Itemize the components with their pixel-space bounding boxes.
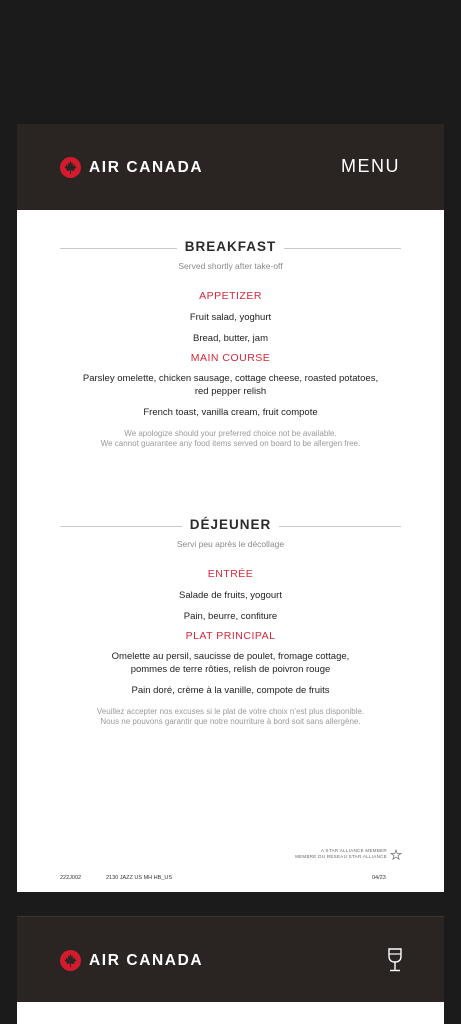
category-label: MAIN COURSE	[190, 352, 271, 364]
brand-name: AIR CANADA	[89, 158, 204, 176]
star-alliance-icon	[389, 849, 403, 861]
section-subtitle: Servi peu après le décollage	[176, 539, 285, 549]
air-canada-logo	[60, 157, 203, 178]
dejeuner-section	[17, 516, 444, 727]
menu-item: pommes de terre rôties, relish de poivron rouge	[130, 664, 331, 675]
menu-item: French toast, vanilla cream, fruit compote	[143, 407, 318, 418]
route-code: 2130 JAZZ US MH HB_US	[106, 875, 173, 881]
menu-item: red pepper relish	[194, 386, 267, 397]
menu-item: Salade de fruits, yogourt	[179, 590, 282, 601]
maple-leaf-icon	[60, 157, 81, 178]
category-label: APPETIZER	[199, 290, 262, 302]
menu-item: Omelette au persil, saucisse de poulet, fromage cottage,	[111, 651, 350, 662]
allergen-note: We cannot guarantee any food items served on board to be allergen free.	[100, 439, 361, 448]
menu-item: Fruit salad, yoghurt	[189, 312, 272, 323]
section-subtitle: Served shortly after take-off	[178, 261, 283, 271]
divider-right	[271, 526, 401, 527]
section-title: BREAKFAST	[177, 239, 285, 254]
brand-name: AIR CANADA	[89, 951, 204, 969]
breakfast-section	[17, 238, 444, 449]
divider-left	[60, 526, 190, 527]
air-canada-logo	[60, 950, 203, 971]
menu-item: Pain doré, crème à la vanille, compote de fruits	[131, 685, 330, 696]
divider-right	[271, 248, 401, 249]
menu-item: Parsley omelette, chicken sausage, cottage cheese, roasted potatoes,	[82, 373, 379, 384]
menu-item: Pain, beurre, confiture	[183, 611, 278, 622]
category-label: ENTRÉE	[207, 568, 254, 580]
maple-leaf-icon	[60, 950, 81, 971]
menu-item: Bread, butter, jam	[193, 333, 268, 344]
menu-header	[17, 124, 444, 210]
next-menu-page	[17, 1002, 444, 1024]
menu-date: 04/23	[372, 875, 386, 881]
divider-left	[60, 248, 190, 249]
next-page-header	[17, 916, 444, 1003]
menu-title: MENU	[341, 156, 400, 176]
allergen-note: Nous ne pouvons garantir que notre nourriture à bord soit sans allergène.	[100, 717, 361, 726]
wine-glass-icon	[387, 948, 403, 972]
menu-code: 222J002	[60, 875, 82, 881]
allergen-note: Veuillez accepter nos excuses si le plat de votre choix n’est plus disponible.	[96, 707, 365, 716]
allergen-note: We apologize should your preferred choice not be available.	[124, 429, 337, 438]
section-title: DÉJEUNER	[182, 517, 280, 532]
star-alliance-text: A STAR ALLIANCE MEMBER MEMBRE DU RÉSEAU STAR ALLIANCE	[295, 848, 387, 859]
category-label: PLAT PRINCIPAL	[185, 630, 276, 642]
